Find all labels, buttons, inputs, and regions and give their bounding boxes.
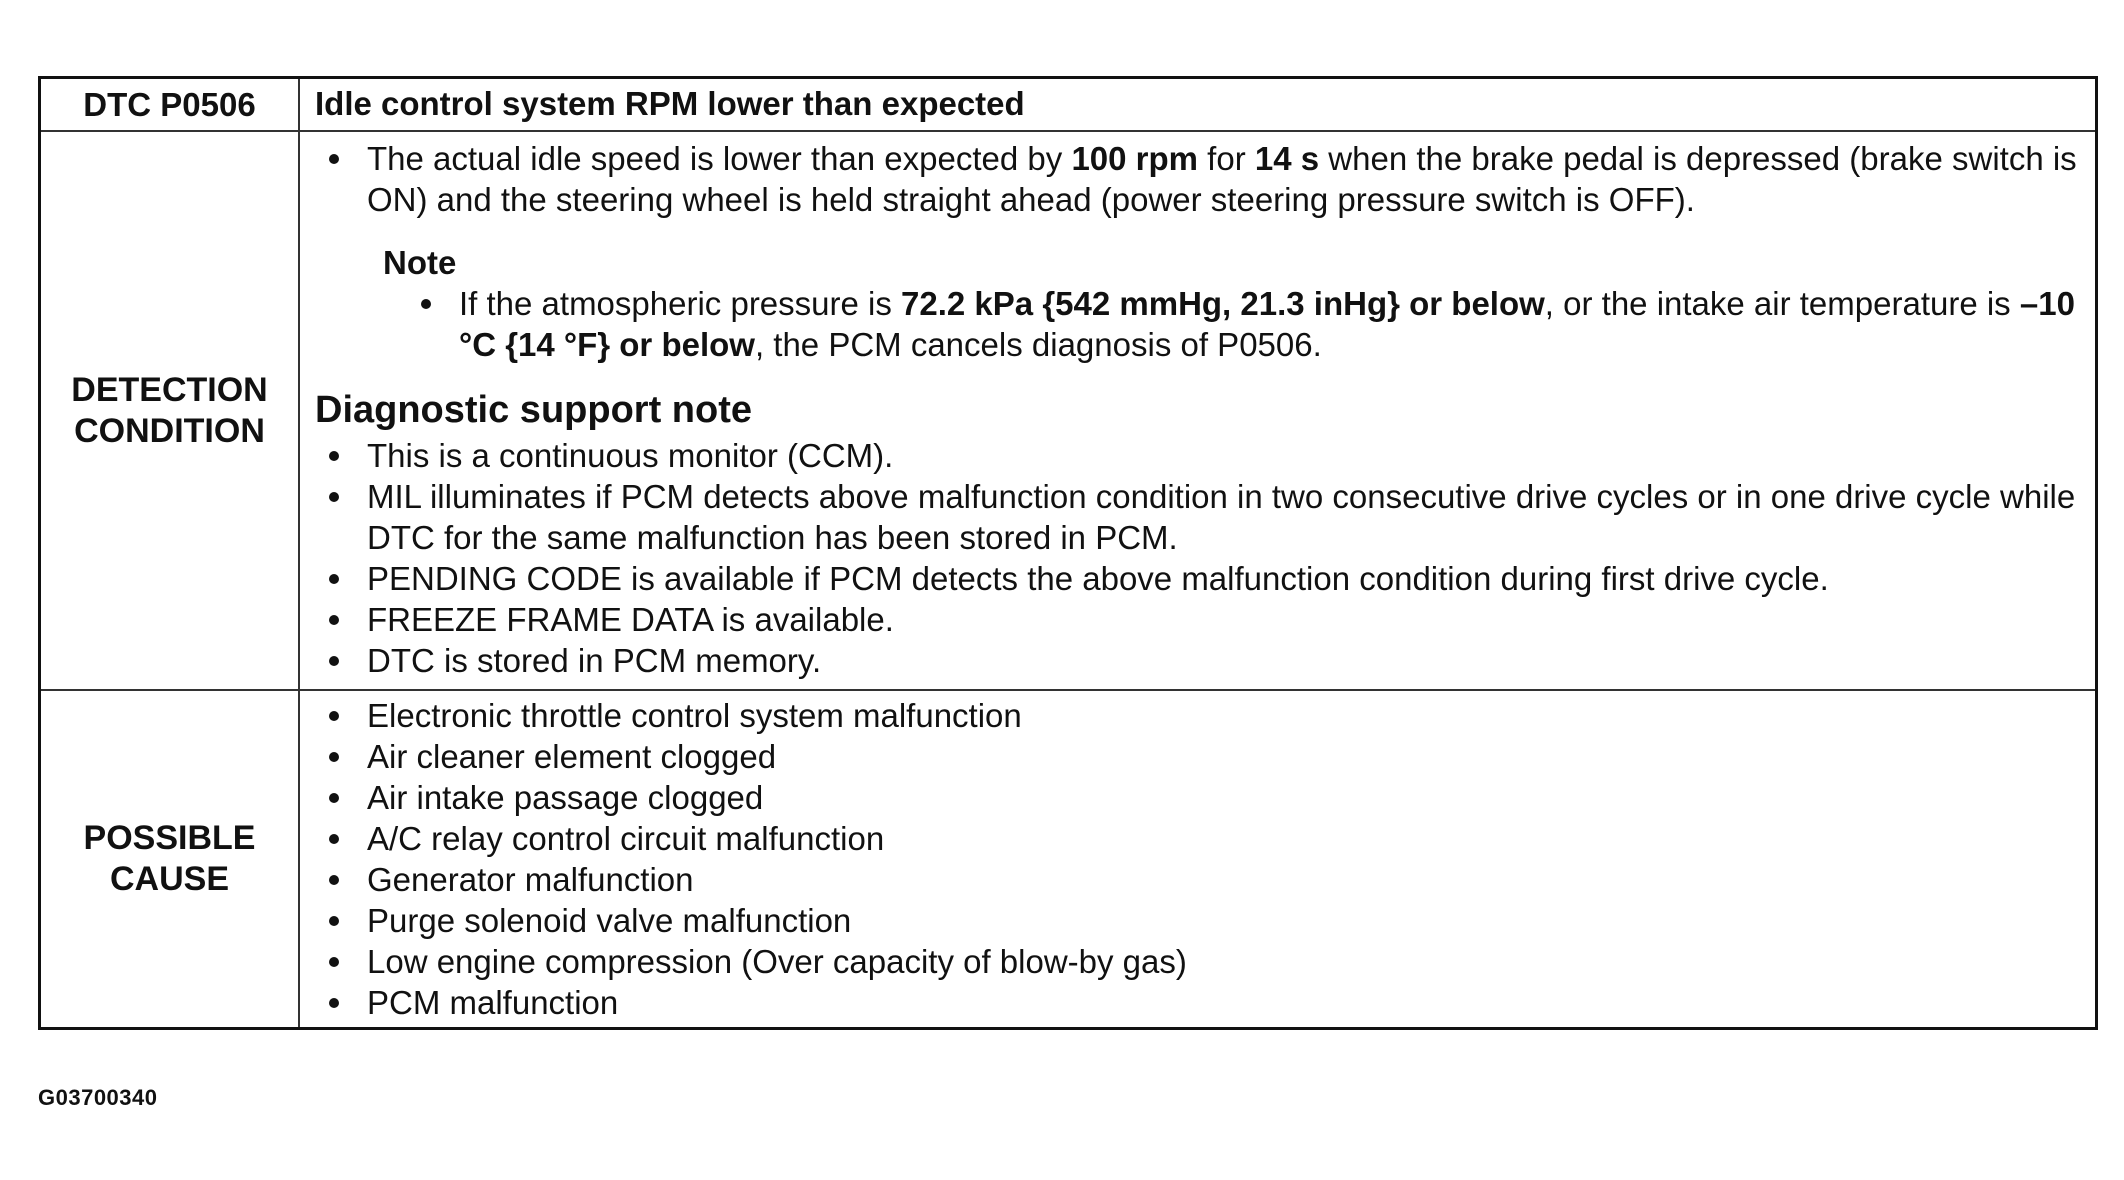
cause-item: Low engine compression (Over capacity of blow-by gas): [315, 941, 2085, 982]
note-text-2: , or the intake air temperature is: [1544, 285, 2020, 322]
possible-cause-body: [299, 690, 2097, 1029]
support-list: [315, 435, 2085, 681]
note-item: [407, 283, 2085, 365]
cause-item: Air cleaner element clogged: [315, 736, 2085, 777]
support-item: PENDING CODE is available if PCM detects the above malfunction condition during first drive cycle.: [315, 558, 2085, 599]
main-text-2: for: [1198, 140, 1255, 177]
support-item: MIL illuminates if PCM detects above malfunction condition in two consecutive drive cycles or in one drive cycle while DTC for the same malfunction has been stored in PCM.: [315, 476, 2085, 558]
note-bold-pressure: 72.2 kPa {542 mmHg, 21.3 inHg} or below: [901, 285, 1545, 322]
note-bold-temperature: –10 °C {14 °F} or below: [459, 285, 2075, 363]
possible-cause-label: [40, 690, 300, 1029]
dtc-title: Idle control system RPM lower than expected: [299, 78, 2097, 132]
main-bold-seconds: 14 s: [1254, 140, 1320, 177]
support-item: FREEZE FRAME DATA is available.: [315, 599, 2085, 640]
possible-cause-label-text: POSSIBLE CAUSE: [83, 819, 256, 898]
cause-item: Electronic throttle control system malfunction: [315, 695, 2085, 736]
note-text-3: , the PCM cancels diagnosis of P0506.: [754, 326, 1322, 363]
support-item: DTC is stored in PCM memory.: [315, 640, 2085, 681]
main-bold-rpm: 100 rpm: [1071, 140, 1199, 177]
note-text-1: If the atmospheric pressure is: [459, 285, 902, 322]
header-row: [40, 78, 2097, 132]
dtc-table: [38, 76, 2098, 1030]
dtc-code: DTC P0506: [40, 78, 300, 132]
detection-label-text: DETECTION CONDITION: [71, 370, 268, 450]
note-list: [407, 283, 2085, 365]
cause-item: A/C relay control circuit malfunction: [315, 818, 2085, 859]
cause-item: Air intake passage clogged: [315, 777, 2085, 818]
cause-item: Purge solenoid valve malfunction: [315, 900, 2085, 941]
main-text-3: when the brake pedal is depressed (brake switch is ON) and the steering wheel is held straight ahead (power steering pressure switch is OFF).: [367, 140, 2077, 218]
detection-main-item: [315, 138, 2085, 220]
cause-item: Generator malfunction: [315, 859, 2085, 900]
note-title: Note: [383, 244, 457, 281]
figure-id: G03700340: [38, 1085, 158, 1110]
detection-condition-body: [299, 131, 2097, 690]
detection-main-list: [315, 138, 2085, 220]
possible-cause-row: [40, 690, 2097, 1029]
detection-row: [40, 131, 2097, 690]
main-text-1: The actual idle speed is lower than expected by: [367, 140, 1072, 177]
cause-item: PCM malfunction: [315, 982, 2085, 1023]
cause-list: [315, 695, 2085, 1023]
detection-condition-label: [40, 131, 300, 690]
support-item: This is a continuous monitor (CCM).: [315, 435, 2085, 476]
diagnostic-support-title: Diagnostic support note: [315, 389, 752, 431]
